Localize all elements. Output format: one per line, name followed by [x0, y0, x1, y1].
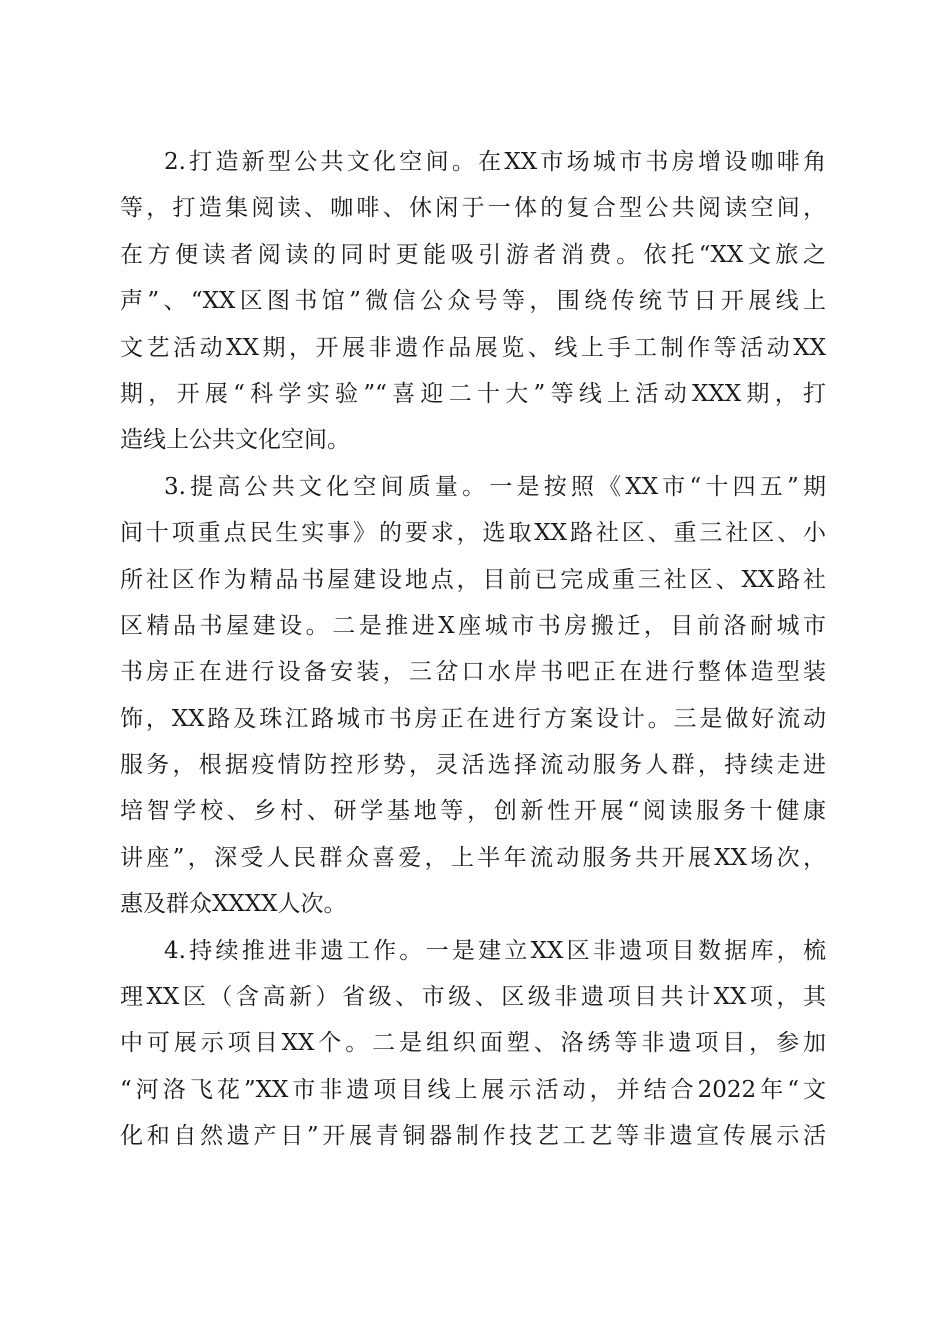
text-line: 化和自然遗产日”开展青铜器制作技艺工艺等非遗宣传展示活	[120, 1123, 826, 1150]
paragraph-intangible-heritage	[120, 928, 826, 1160]
text-line: 2.打造新型公共文化空间。在XX市场城市书房增设咖啡角	[164, 149, 826, 175]
text-line: 理XX区（含高新）省级、市级、区级非遗项目共计XX项，其	[120, 984, 826, 1011]
text-line: 所社区作为精品书屋建设地点，目前已完成重三社区、XX路社	[120, 566, 826, 593]
text-line: 文艺活动XX期，开展非遗作品展览、线上手工制作等活动XX	[120, 334, 826, 361]
document-body	[120, 139, 826, 1160]
paragraph-space-quality	[120, 464, 826, 928]
text-line: 讲座”，深受人民群众喜爱，上半年流动服务共开展XX场次，	[120, 844, 826, 871]
text-line: 在方便读者阅读的同时更能吸引游者消费。依托“XX文旅之	[120, 241, 826, 268]
text-line: 声”、“XX区图书馆”微信公众号等，围绕传统节日开展线上	[120, 288, 826, 315]
text-line: 4.持续推进非遗工作。一是建立XX区非遗项目数据库，梳	[164, 937, 826, 964]
text-line: “河洛飞花”XX市非遗项目线上展示活动，并结合2022年“文	[120, 1076, 826, 1103]
text-line: 3.提高公共文化空间质量。一是按照《XX市“十四五”期	[164, 473, 826, 500]
text-line: 饰，XX路及珠江路城市书房正在进行方案设计。三是做好流动	[120, 705, 826, 732]
text-line: 惠及群众XXXX人次。	[120, 891, 347, 918]
paragraph-public-culture-space	[120, 139, 826, 464]
text-line: 培智学校、乡村、研学基地等，创新性开展“阅读服务十健康	[120, 798, 826, 825]
text-line: 书房正在进行设备安装，三岔口水岸书吧正在进行整体造型装	[120, 659, 826, 686]
text-line: 中可展示项目XX个。二是组织面塑、洛绣等非遗项目，参加	[120, 1030, 826, 1057]
text-line: 服务，根据疫情防控形势，灵活选择流动服务人群，持续走进	[120, 752, 826, 779]
text-line: 区精品书屋建设。二是推进X座城市书房搬迁，目前洛耐城市	[120, 612, 826, 639]
text-line: 等，打造集阅读、咖啡、休闲于一体的复合型公共阅读空间，	[120, 195, 826, 222]
text-line: 造线上公共文化空间。	[120, 427, 350, 454]
text-line: 间十项重点民生实事》的要求，选取XX路社区、重三社区、小	[120, 520, 826, 547]
text-line: 期，开展“科学实验”“喜迎二十大”等线上活动XXX期，打	[120, 380, 826, 407]
